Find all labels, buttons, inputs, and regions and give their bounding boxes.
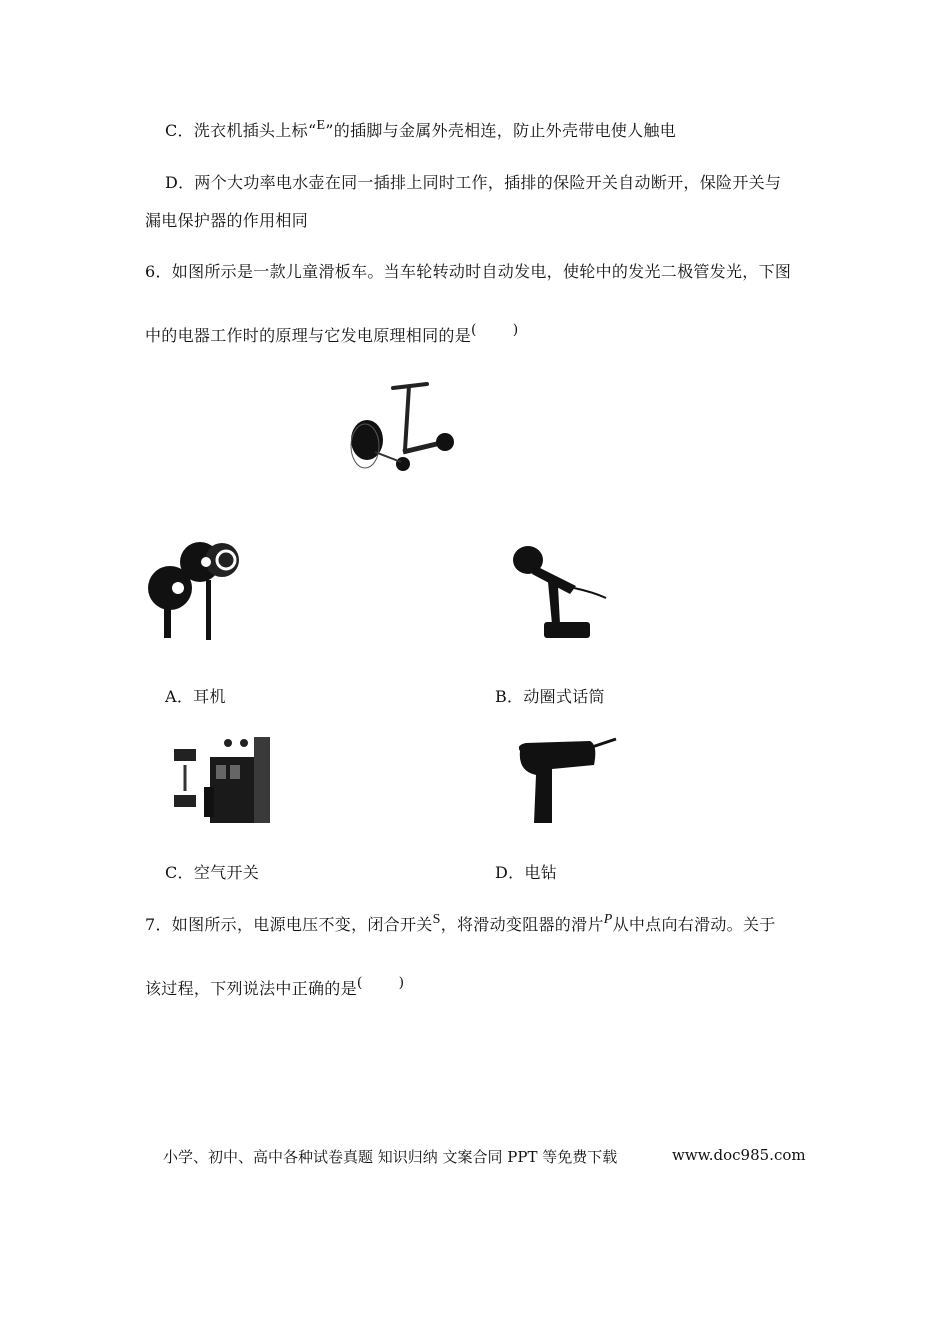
option-6b-label: B．动圈式话筒 — [495, 687, 605, 706]
option-6c-label: C．空气开关 — [165, 863, 260, 882]
answer-paren-close-7: ) — [398, 975, 405, 991]
option-5c — [165, 118, 676, 141]
answer-paren-close: ) — [512, 322, 519, 338]
question-6-line1: 6．如图所示是一款儿童滑板车。当车轮转动时自动发电，使轮中的发光二极管发光，下图 — [145, 262, 792, 281]
question-7-line2 — [145, 976, 404, 999]
option-5c-symbol: E — [316, 118, 326, 133]
question-7-text-c: 从中点向右滑动。关于 — [612, 915, 776, 934]
option-5d-line1: D．两个大功率电水壶在同一插排上同时工作，插排的保险开关自动断开，保险开关与 — [165, 173, 782, 192]
option-5d-line2: 漏电保护器的作用相同 — [145, 211, 309, 230]
question-7-line1 — [145, 912, 776, 935]
air-switch-icon — [170, 735, 275, 827]
slider-symbol: P — [603, 912, 613, 927]
switch-symbol: S — [432, 912, 441, 927]
question-7-line2-text: 该过程，下列说法中正确的是 — [145, 979, 357, 998]
earphones-icon — [142, 540, 242, 645]
answer-paren-open-7: ( — [356, 975, 363, 991]
electric-drill-icon — [512, 735, 622, 830]
microphone-icon — [508, 542, 613, 642]
question-6-line2 — [145, 323, 519, 346]
answer-paren-open: ( — [471, 322, 477, 338]
scooter-figure — [345, 380, 465, 480]
option-6a-label: A．耳机 — [165, 687, 226, 706]
question-7-text-a: 7．如图所示，电源电压不变，闭合开关 — [145, 915, 433, 934]
option-5c-suffix: ”的插脚与金属外壳相连，防止外壳带电使人触电 — [325, 121, 677, 140]
footer-url[interactable]: www.doc985.com — [672, 1146, 806, 1164]
question-7-text-b: ，将滑动变阻器的滑片 — [440, 915, 604, 934]
option-6d-label: D．电钻 — [495, 863, 558, 882]
option-5c-prefix: C．洗衣机插头上标“ — [165, 121, 317, 140]
footer-text: 小学、初中、高中各种试卷真题 知识归纳 文案合同 PPT 等免费下载 — [163, 1148, 618, 1166]
question-6-line2-text: 中的电器工作时的原理与它发电原理相同的是 — [145, 326, 472, 345]
